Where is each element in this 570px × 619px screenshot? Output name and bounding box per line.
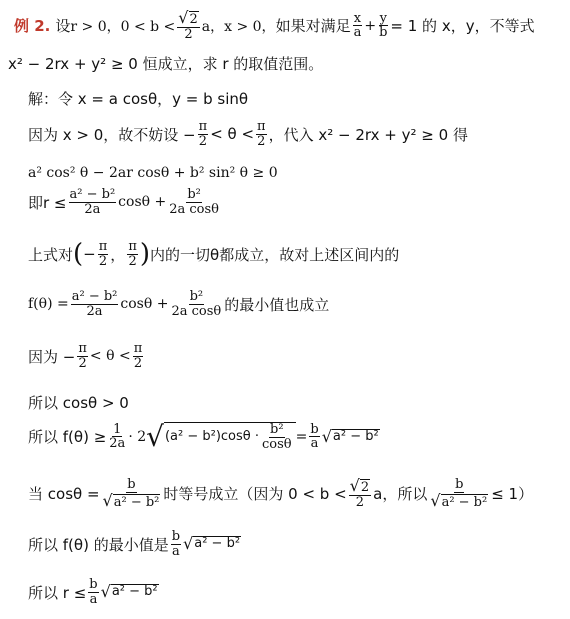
fraction: $\frac{b}{a}$ <box>171 529 181 559</box>
sqrt: √a² − b² <box>102 490 160 510</box>
text: 如果对满足 <box>275 17 351 36</box>
left-paren: ( <box>73 239 84 270</box>
fraction: $\frac{\text{b²}}{\text{2a cosθ}}$ <box>169 187 220 217</box>
solution-line-9: 因为 − $\frac{\pi}{2}$ < θ < $\frac{\pi}{2}$ <box>28 341 143 371</box>
solution-line-12: 当 cosθ = $\frac{b}{\text{√a² − b²}}$ 时等号成立（因为 0 < b < $\frac{√2}{2}$ a，所以 $\frac{b}{\text{√a² − b²}}$ ≤ 1） <box>28 476 534 511</box>
sqrt: √ a² − b² <box>183 534 241 554</box>
sqrt: √2 <box>349 476 370 495</box>
problem-statement-line-2: x² − 2rx + y² ≥ 0 恒成立，求 r 的取值范围。 <box>8 55 324 73</box>
solution-line-13: 所以 f(θ) 的最小值是 $\frac{b}{a}$ √ a² − b² <box>28 529 241 559</box>
sqrt: √a² − b² <box>430 490 488 510</box>
fraction: $\frac{\pi}{2}$ <box>128 239 137 269</box>
text: = 1 的 x，y，不等式 <box>390 17 535 36</box>
fraction: $\frac{\pi}{2}$ <box>198 119 208 149</box>
fraction: $\frac{b}{a}$ <box>89 577 98 607</box>
fraction: $\frac{b}{\text{√a² − b²}}$ <box>102 477 160 510</box>
example-label: 例 2. <box>14 17 51 36</box>
text: + <box>364 17 377 34</box>
solution-line-6: 即r ≤ $\frac{\text{a² − b²}}{2a}$ cosθ + $\frac{\text{b²}}{\text{2a cosθ}}$ <box>28 187 220 217</box>
fraction: $\frac{\pi}{2}$ <box>133 341 143 371</box>
text: 设 <box>55 17 71 36</box>
fraction: $\frac{\pi}{2}$ <box>78 341 87 371</box>
text: a，x > 0， <box>201 18 276 35</box>
right-paren: ) <box>139 239 151 270</box>
solution-line-4: 因为 x > 0，故不妨设 − $\frac{\pi}{2}$ < θ < $\frac{\pi}{2}$ ，代入 x² − 2rx + y² ≥ 0 得 <box>28 119 468 149</box>
fraction: $\frac{√2}{2}$ <box>349 476 370 511</box>
sqrt: √2 <box>178 8 198 27</box>
solution-line-5: a² cos² θ − 2ar cosθ + b² sin² θ ≥ 0 <box>28 165 278 181</box>
fraction: $\frac{\text{b²}}{\cos\theta}$ <box>262 422 292 452</box>
solution-line-14: 所以 r ≤ $\frac{b}{a}$ √ a² − b² <box>28 577 158 607</box>
solution-line-8: f(θ) = $\frac{\text{a² − b²}}{2a}$ cosθ + $\frac{\text{b²}}{\text{2a cosθ}}$ 的最小值也成立 <box>28 289 330 319</box>
fraction: $\frac{\text{b²}}{\text{2a cosθ}}$ <box>171 289 222 319</box>
fraction: $\frac{\text{a² − b²}}{2a}$ <box>71 289 118 319</box>
solution-line-7: 上式对 ( − $\frac{\pi}{2}$ ， $\frac{\pi}{2}$ ) 内的一切θ都成立，故对上述区间内的 <box>28 239 400 270</box>
fraction: $\frac{1}{2a}$ <box>109 421 126 452</box>
text: r > 0，0 < b < <box>70 18 176 35</box>
fraction: $\frac{x}{a}$ <box>353 10 362 41</box>
sqrt: √ (a² − b²)cosθ · $\frac{\text{b²}}{\cos\theta}$ <box>146 422 296 451</box>
sqrt: √ a² − b² <box>100 582 158 602</box>
sqrt: √ a² − b² <box>321 426 379 446</box>
solution-intro: 解：令 x = a cosθ，y = b sinθ <box>28 90 249 108</box>
fraction: $\frac{b}{\text{√a² − b²}}$ <box>430 477 488 510</box>
fraction: $\frac{\pi}{2}$ <box>257 119 266 149</box>
solution-line-11: 所以 f(θ) ≥ $\frac{1}{2a}$ · 2 √ (a² − b²)cosθ · $\frac{\text{b²}}{\cos\theta}$ = $\frac{b}{a}$ √ a² − b² <box>28 419 379 453</box>
solution-line-10: 所以 cosθ > 0 <box>28 394 129 412</box>
fraction: $\frac{b}{a}$ <box>310 421 319 452</box>
problem-statement-line-1 <box>14 10 535 42</box>
fraction: $\frac{\pi}{2}$ <box>98 239 108 269</box>
fraction: $\frac{y}{b}$ <box>379 10 388 41</box>
fraction: $\frac{√2}{2}$ <box>178 8 198 43</box>
fraction: $\frac{\text{a² − b²}}{2a}$ <box>69 187 116 217</box>
